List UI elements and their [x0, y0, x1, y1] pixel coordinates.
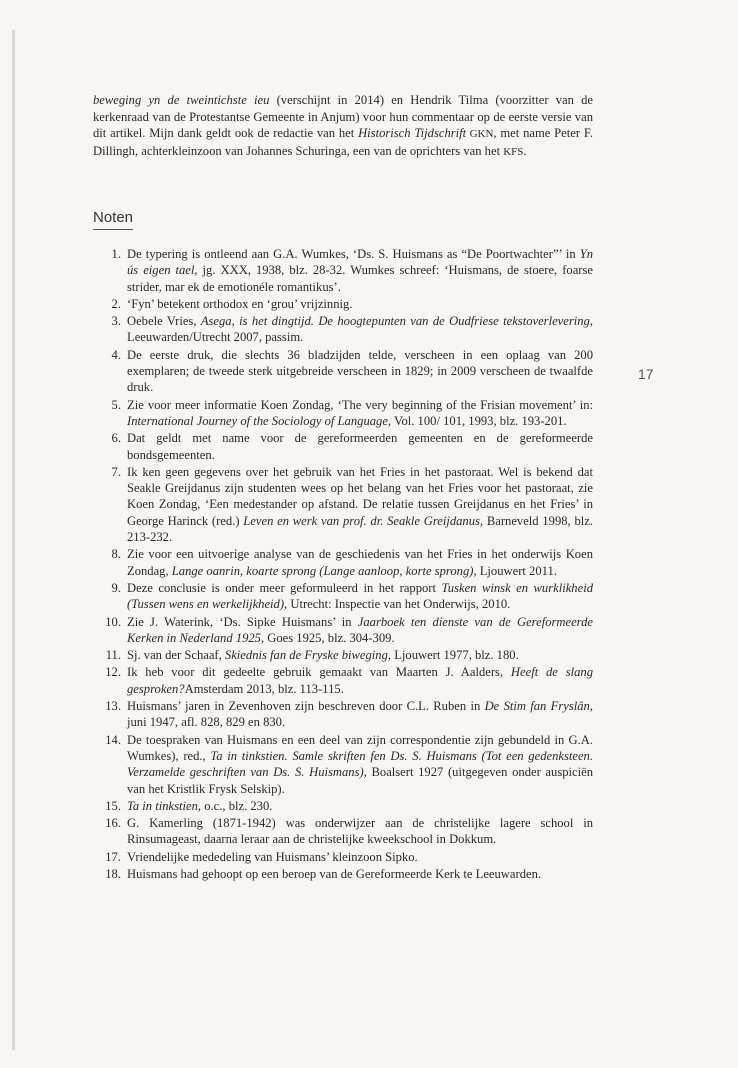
- note-text: [127, 866, 593, 882]
- note-text: [127, 296, 593, 312]
- note-number: 5.: [111, 397, 121, 412]
- note-item: [93, 313, 593, 346]
- note-item: [93, 798, 593, 814]
- note-number: 2.: [111, 296, 121, 311]
- note-number: 16.: [105, 816, 121, 831]
- note-text-part: , Ljouwert 2011.: [473, 563, 557, 578]
- note-text-part: Vriendelijke mededeling van Huismans’ kleinzoon Sipko.: [127, 849, 418, 864]
- note-text: [127, 849, 593, 865]
- note-text-part: Barneveld 1998, blz. 213-232.: [127, 513, 593, 545]
- intro-text-a: (verschijnt in 2014) en Hendrik Tilma (voorzitter van de kerkenraad van de Protestantse Gemeente in Anjum) voor hun commentaar op de eerste versie van dit artikel. Mijn dank geldt ook de redactie van het: [93, 93, 593, 141]
- note-number: 7.: [111, 464, 121, 479]
- page-number: 17: [638, 366, 654, 382]
- note-item: [93, 732, 593, 797]
- note-item: [93, 664, 593, 697]
- note-title-italic: Ta in tinkstien. Samle skriften fen Ds. S. Huismans (Tot een gedenksteen. Verzamelde geschriften van Ds. S. Huismans): [127, 748, 593, 780]
- notes-heading: Noten: [93, 209, 133, 230]
- note-title-italic: International Journey of the Sociology of Language,: [127, 413, 392, 428]
- note-text: [127, 647, 593, 663]
- note-text: [127, 246, 593, 295]
- note-title-italic: Asega, is het dingtijd. De hoogtepunten van de Oudfriese tekstoverlevering,: [200, 314, 593, 329]
- page-gutter-line: [12, 30, 15, 1050]
- note-item: [93, 698, 593, 731]
- note-number: 12.: [105, 665, 121, 680]
- note-title-italic: Tusken winsk en wurklikheid (Tussen wens en werkelijkheid): [127, 580, 593, 612]
- note-text-part: , Ljouwert 1977, blz. 180.: [387, 648, 519, 663]
- note-item: [93, 296, 593, 312]
- note-text-part: , juni 1947, afl. 828, 829 en 830.: [127, 699, 593, 730]
- note-text: [127, 698, 593, 731]
- note-text-part: , Utrecht: Inspectie van het Onderwijs, 2010.: [284, 597, 511, 612]
- note-text: [127, 313, 593, 346]
- note-text-part: Oebele Vries,: [127, 314, 201, 329]
- note-item: [93, 430, 593, 463]
- note-title-italic: Leven en werk van prof. dr. Seakle Greijdanus,: [243, 513, 484, 528]
- note-number: 17.: [105, 849, 121, 864]
- note-item: [93, 866, 593, 882]
- note-text: [127, 815, 593, 848]
- note-item: [93, 546, 593, 579]
- note-text: [127, 732, 593, 797]
- note-number: 11.: [105, 648, 121, 663]
- note-text-part: Ik ken geen gegevens over het gebruik van het Fries in het pastoraat. Wel is bekend dat Seakle Greijdanus zijn studenten wees op het belang van het Fries voor het pastoraat, zie Koen Zondag, ‘Een medestander op afstand. De relatie tussen Greijdanus en het Fries’ in George Harinck (red.): [127, 464, 593, 528]
- intro-text-b: , met name Peter F. Dillingh, achterkleinzoon van Johannes Schuringa, een van de oprichters van het: [93, 126, 593, 158]
- note-text-part: ‘Fyn’ betekent orthodox en ‘grou’ vrijzinnig.: [127, 296, 353, 311]
- note-text-part: De toespraken van Huismans en een deel van zijn correspondentie zijn gebundeld in G.A. Wumkes), red.,: [127, 732, 593, 763]
- note-item: [93, 580, 593, 613]
- note-text-part: Deze conclusie is onder meer geformuleerd in het rapport: [127, 580, 442, 595]
- note-text-part: , jg. XXX, 1938, blz. 28-32. Wumkes schreef: ‘Huismans, de stoere, foarse strider, mar ek de emotionéle romantikus’.: [127, 263, 593, 294]
- note-text: [127, 580, 593, 613]
- note-text: [127, 397, 593, 430]
- note-text-part: Huismans had gehoopt op een beroep van de Gereformeerde Kerk te Leeuwarden.: [127, 866, 542, 881]
- note-text-part: De eerste druk, die slechts 36 bladzijden telde, verscheen in een oplaag van 200 exemplaren; de tweede sterk uitgebreide verscheen in 1829; in 2009 verscheen de twaalfde druk.: [127, 347, 593, 395]
- note-number: 13.: [105, 699, 121, 714]
- note-text: [127, 614, 593, 647]
- note-text-part: G. Kamerling (1871-1942) was onderwijzer aan de christelijke lagere school in Rinsumageast, daarna leraar aan de christelijke kweekschool in Dokkum.: [127, 816, 593, 847]
- note-title-italic: Ta in tinkstien,: [127, 798, 202, 813]
- intro-journal-title: Historisch Tijdschrift: [358, 126, 467, 141]
- note-text-part: Zie voor een uitvoerige analyse van de geschiedenis van het Fries in het onderwijs Koen Zondag,: [127, 547, 593, 578]
- intro-text-c: .: [523, 143, 527, 158]
- note-text-part: Zie voor meer informatie Koen Zondag, ‘The very beginning of the Frisian movement’ in:: [127, 397, 593, 412]
- note-text-part: , Goes 1925, blz. 304-309.: [260, 630, 395, 645]
- note-number: 3.: [111, 314, 121, 329]
- note-text: [127, 546, 593, 579]
- note-number: 15.: [105, 798, 121, 813]
- note-title-italic: Heeft de slang gesproken?: [127, 665, 594, 696]
- note-number: 18.: [105, 866, 121, 881]
- note-number: 4.: [111, 347, 121, 362]
- note-title-italic: Yn ús eigen tael: [127, 247, 593, 278]
- note-item: [93, 647, 593, 663]
- note-item: [93, 614, 593, 647]
- note-number: 6.: [111, 431, 121, 446]
- note-text-part: Huismans’ jaren in Zevenhoven zijn beschreven door C.L. Ruben in: [127, 699, 485, 714]
- note-number: 1.: [111, 247, 121, 261]
- note-item: [93, 246, 593, 295]
- note-text-part: Vol. 100/ 101, 1993, blz. 193-201.: [391, 413, 567, 428]
- note-title-italic: De Stim fan Fryslân: [484, 699, 590, 714]
- intro-abbr-kfs: KFS: [503, 145, 524, 158]
- intro-abbr-gkn: GKN: [466, 128, 494, 141]
- note-number: 8.: [111, 547, 121, 562]
- notes-list: [93, 246, 593, 883]
- note-item: [93, 815, 593, 848]
- intro-lead-title: beweging yn de tweintichste ieu: [93, 93, 270, 107]
- note-text-part: De typering is ontleend aan G.A. Wumkes, ‘Ds. S. Huismans as “De Poortwachter”’ in: [127, 247, 580, 261]
- note-item: [93, 849, 593, 865]
- note-text: [127, 347, 593, 396]
- note-item: [93, 347, 593, 396]
- intro-paragraph: [93, 92, 593, 160]
- note-title-italic: Skiednis fan de Fryske biweging: [224, 648, 388, 663]
- note-title-italic: Jaarboek ten dienste van de Gereformeerde Kerken in Nederland 1925: [127, 614, 593, 645]
- note-text-part: Sj. van der Schaaf,: [127, 648, 225, 663]
- note-text-part: o.c., blz. 230.: [201, 798, 273, 813]
- note-text-part: Amsterdam 2013, blz. 113-115.: [184, 681, 344, 696]
- note-title-italic: Lange oanrin, koarte sprong (Lange aanloop, korte sprong): [171, 563, 474, 578]
- note-number: 10.: [105, 614, 121, 629]
- note-item: [93, 397, 593, 430]
- note-text-part: Ik heb voor dit gedeelte gebruik gemaakt van Maarten J. Aalders,: [127, 665, 511, 680]
- note-text: [127, 664, 593, 697]
- note-number: 14.: [105, 732, 121, 747]
- note-text-part: Zie J. Waterink, ‘Ds. Sipke Huismans’ in: [127, 614, 358, 629]
- note-text: [127, 798, 593, 814]
- note-text-part: Leeuwarden/Utrecht 2007, passim.: [127, 330, 304, 345]
- note-number: 9.: [111, 580, 121, 595]
- note-text-part: , Boalsert 1927 (uitgegeven onder auspiciën van het Kristlik Frysk Selskip).: [127, 765, 593, 796]
- note-item: [93, 464, 593, 545]
- note-text: [127, 430, 593, 463]
- note-text-part: Dat geldt met name voor de gereformeerden gemeenten en de gereformeerde bondsgemeenten.: [127, 431, 593, 462]
- note-text: [127, 464, 593, 545]
